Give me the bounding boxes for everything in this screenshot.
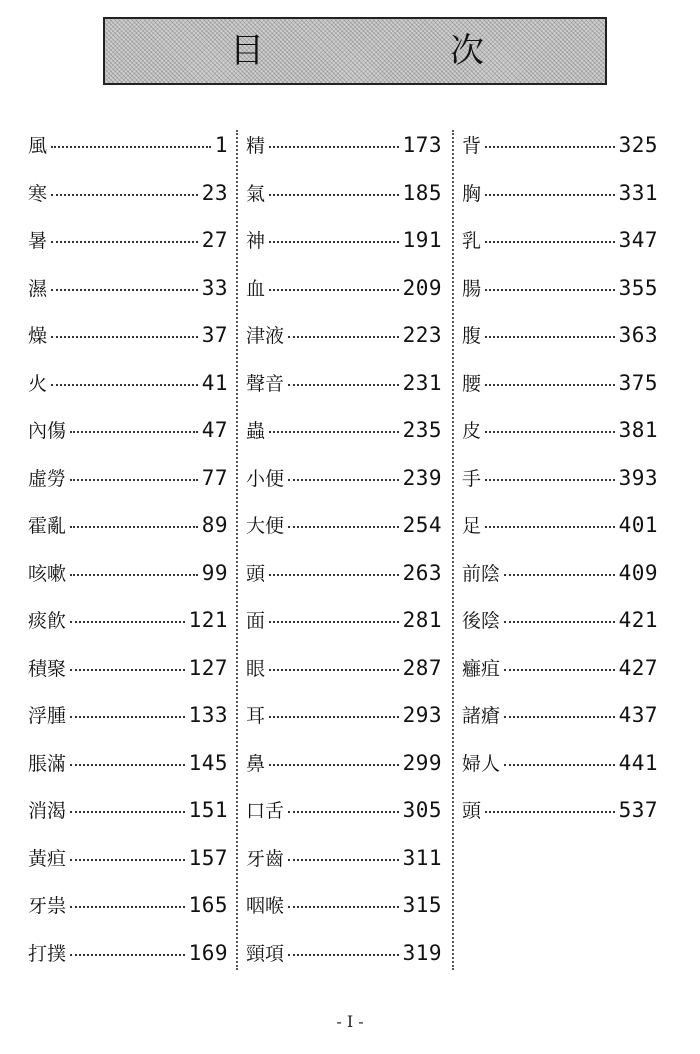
dot-leader — [485, 526, 615, 528]
dot-leader — [504, 764, 615, 766]
toc-entry-label: 腹 — [462, 325, 482, 347]
toc-entry[interactable] — [246, 695, 442, 743]
toc-entry-label: 牙祟 — [28, 895, 67, 917]
toc-entry-page-number: 281 — [402, 608, 442, 632]
toc-entry[interactable] — [28, 410, 228, 458]
toc-entry[interactable] — [462, 268, 658, 316]
toc-entry-page-number: 185 — [402, 180, 442, 205]
toc-entry-label: 消渴 — [28, 800, 67, 822]
toc-entry-label: 乳 — [462, 230, 482, 252]
toc-entry[interactable] — [28, 268, 228, 316]
toc-entry-label: 足 — [462, 515, 482, 537]
toc-entry-page-number: 157 — [188, 845, 228, 870]
dot-leader — [485, 146, 615, 148]
toc-entry[interactable] — [28, 648, 228, 696]
toc-entry-label: 小便 — [246, 467, 285, 490]
toc-entry-page-number: 437 — [618, 703, 658, 727]
dot-leader — [51, 194, 198, 196]
dot-leader — [288, 954, 399, 956]
toc-entry[interactable] — [28, 743, 228, 791]
toc-entry-page-number: 263 — [402, 560, 442, 585]
toc-entry-page-number: 325 — [618, 133, 658, 157]
dot-leader — [269, 764, 399, 766]
dot-leader — [288, 906, 399, 908]
toc-entry-page-number: 47 — [201, 418, 228, 442]
toc-entry-page-number: 299 — [402, 750, 442, 775]
dot-leader — [269, 621, 399, 623]
dot-leader — [70, 669, 185, 671]
toc-entry[interactable] — [246, 410, 442, 458]
toc-entry-page-number: 173 — [402, 133, 442, 157]
toc-entry-page-number: 421 — [618, 608, 658, 632]
dot-leader — [269, 431, 399, 433]
dot-leader — [269, 289, 399, 291]
toc-entry[interactable] — [246, 458, 442, 506]
toc-entry-label: 浮腫 — [28, 705, 67, 727]
toc-entry-page-number: 293 — [402, 703, 442, 727]
toc-entry-page-number: 401 — [618, 513, 658, 537]
toc-entry-label: 神 — [246, 230, 266, 252]
toc-entry-label: 腸 — [462, 277, 482, 300]
dot-leader — [70, 431, 198, 433]
dot-leader — [504, 716, 615, 718]
dot-leader — [70, 574, 198, 576]
toc-entry[interactable] — [462, 600, 658, 648]
toc-entry[interactable] — [28, 505, 228, 553]
toc-column-3 — [462, 125, 658, 838]
toc-entry[interactable] — [246, 553, 442, 601]
toc-entry[interactable] — [246, 315, 442, 363]
toc-entry-label: 背 — [462, 135, 482, 157]
toc-entry-label: 積聚 — [28, 657, 67, 680]
toc-entry-page-number: 145 — [188, 750, 228, 775]
toc-entry-label: 寒 — [28, 182, 48, 205]
dot-leader — [269, 716, 399, 718]
toc-entry-page-number: 165 — [188, 893, 228, 917]
toc-entry[interactable] — [462, 125, 658, 173]
toc-entry-page-number: 151 — [188, 798, 228, 822]
toc-entry-page-number: 121 — [188, 608, 228, 632]
toc-entry[interactable] — [28, 315, 228, 363]
dot-leader — [288, 479, 399, 481]
dot-leader — [485, 289, 615, 291]
dot-leader — [485, 384, 615, 386]
toc-entry-label: 霍亂 — [28, 515, 67, 537]
toc-entry[interactable] — [462, 790, 658, 838]
dot-leader — [269, 574, 399, 576]
dot-leader — [70, 811, 185, 813]
toc-entry-page-number: 191 — [402, 228, 442, 252]
toc-entry-page-number: 287 — [402, 655, 442, 680]
toc-entry-label: 頭 — [246, 562, 266, 585]
dot-leader — [485, 241, 615, 243]
dot-leader — [70, 621, 185, 623]
toc-entry-label: 脹滿 — [28, 752, 67, 775]
toc-entry-page-number: 311 — [402, 845, 442, 870]
toc-entry-label: 前陰 — [462, 562, 501, 585]
dot-leader — [288, 526, 399, 528]
dot-leader — [269, 669, 399, 671]
column-separator-1 — [236, 130, 238, 970]
toc-entry-page-number: 89 — [201, 513, 228, 537]
dot-leader — [504, 621, 615, 623]
dot-leader — [485, 194, 615, 196]
toc-entry[interactable] — [246, 838, 442, 886]
toc-entry-page-number: 231 — [402, 370, 442, 395]
toc-entry[interactable] — [246, 173, 442, 221]
toc-entry-label: 氣 — [246, 182, 266, 205]
toc-entry[interactable] — [246, 505, 442, 553]
dot-leader — [70, 954, 185, 956]
dot-leader — [269, 241, 399, 243]
toc-entry[interactable] — [246, 125, 442, 173]
dot-leader — [70, 526, 198, 528]
toc-entry[interactable] — [246, 648, 442, 696]
dot-leader — [70, 764, 185, 766]
toc-entry-label: 聲音 — [246, 372, 285, 395]
dot-leader — [70, 479, 198, 481]
toc-entry-label: 咽喉 — [246, 895, 285, 917]
toc-entry-label: 頭 — [462, 800, 482, 822]
dot-leader — [51, 336, 198, 338]
toc-entry-label: 胸 — [462, 182, 482, 205]
toc-entry-label: 大便 — [246, 515, 285, 537]
dot-leader — [485, 336, 615, 338]
toc-entry-label: 腰 — [462, 372, 482, 395]
toc-entry[interactable] — [246, 885, 442, 933]
toc-entry-page-number: 305 — [402, 798, 442, 822]
toc-entry[interactable] — [462, 363, 658, 411]
toc-entry-label: 鼻 — [246, 752, 266, 775]
toc-entry[interactable] — [462, 173, 658, 221]
toc-entry-page-number: 41 — [201, 370, 228, 395]
toc-entry-page-number: 223 — [402, 323, 442, 347]
toc-entry-label: 口舌 — [246, 800, 285, 822]
toc-entry-label: 皮 — [462, 420, 482, 442]
dot-leader — [70, 859, 185, 861]
toc-entry-page-number: 23 — [201, 180, 228, 205]
toc-entry-page-number: 375 — [618, 370, 658, 395]
toc-entry-page-number: 1 — [214, 133, 228, 157]
toc-entry-label: 諸瘡 — [462, 705, 501, 727]
dot-leader — [51, 241, 198, 243]
toc-entry[interactable] — [462, 695, 658, 743]
toc-entry[interactable] — [462, 315, 658, 363]
toc-column-2 — [246, 125, 442, 980]
toc-entry-page-number: 331 — [618, 180, 658, 205]
toc-entry-label: 耳 — [246, 705, 266, 727]
toc-entry[interactable] — [246, 363, 442, 411]
toc-entry-label: 火 — [28, 372, 48, 395]
toc-entry-label: 黃疸 — [28, 847, 67, 870]
dot-leader — [504, 669, 615, 671]
toc-entry[interactable] — [462, 553, 658, 601]
toc-entry-page-number: 441 — [618, 750, 658, 775]
toc-entry-page-number: 427 — [618, 655, 658, 680]
toc-entry-page-number: 254 — [402, 513, 442, 537]
toc-entry-label: 痰飮 — [28, 610, 67, 632]
toc-entry[interactable] — [462, 220, 658, 268]
toc-entry-page-number: 355 — [618, 275, 658, 300]
toc-entry[interactable] — [28, 363, 228, 411]
toc-entry-label: 打撲 — [28, 942, 67, 965]
toc-entry-label: 婦人 — [462, 752, 501, 775]
dot-leader — [485, 811, 615, 813]
toc-entry-label: 風 — [28, 135, 48, 157]
toc-entry-label: 暑 — [28, 230, 48, 252]
dot-leader — [269, 146, 399, 148]
toc-entry[interactable] — [246, 790, 442, 838]
toc-column-1 — [28, 125, 228, 980]
toc-entry-page-number: 235 — [402, 418, 442, 442]
toc-entry-label: 津液 — [246, 325, 285, 347]
toc-entry-label: 燥 — [28, 325, 48, 347]
toc-entry-page-number: 169 — [188, 940, 228, 965]
dot-leader — [485, 479, 615, 481]
toc-entry[interactable] — [28, 600, 228, 648]
toc-entry-page-number: 381 — [618, 418, 658, 442]
toc-entry-page-number: 409 — [618, 560, 658, 585]
dot-leader — [51, 146, 211, 148]
toc-entry[interactable] — [462, 458, 658, 506]
toc-entry-page-number: 33 — [201, 275, 228, 300]
toc-entry-page-number: 77 — [201, 465, 228, 490]
dot-leader — [70, 716, 185, 718]
toc-entry-label: 手 — [462, 467, 482, 490]
toc-entry-label: 面 — [246, 610, 266, 632]
toc-entry[interactable] — [28, 695, 228, 743]
toc-entry[interactable] — [246, 933, 442, 981]
toc-entry[interactable] — [28, 458, 228, 506]
toc-entry-page-number: 315 — [402, 893, 442, 917]
toc-entry-page-number: 27 — [201, 228, 228, 252]
dot-leader — [288, 859, 399, 861]
title-char-1: 目 — [230, 31, 264, 71]
toc-entry[interactable] — [28, 790, 228, 838]
toc-entry-label: 牙齒 — [246, 847, 285, 870]
page-number: - I - — [336, 1012, 364, 1031]
dot-leader — [70, 906, 185, 908]
toc-entry-page-number: 239 — [402, 465, 442, 490]
toc-entry[interactable] — [28, 838, 228, 886]
dot-leader — [504, 574, 615, 576]
column-separator-2 — [452, 130, 454, 970]
toc-entry-label: 精 — [246, 135, 266, 157]
toc-entry-page-number: 133 — [188, 703, 228, 727]
toc-entry[interactable] — [28, 125, 228, 173]
toc-entry-label: 咳嗽 — [28, 562, 67, 585]
toc-entry-page-number: 127 — [188, 655, 228, 680]
toc-entry[interactable] — [246, 743, 442, 791]
dot-leader — [288, 811, 399, 813]
toc-entry[interactable] — [246, 220, 442, 268]
toc-entry-page-number: 537 — [618, 798, 658, 822]
toc-entry-page-number: 363 — [618, 323, 658, 347]
toc-entry-page-number: 319 — [402, 940, 442, 965]
toc-entry-page-number: 37 — [201, 323, 228, 347]
toc-entry[interactable] — [462, 743, 658, 791]
toc-entry-page-number: 99 — [201, 560, 228, 585]
dot-leader — [288, 336, 399, 338]
dot-leader — [288, 384, 399, 386]
toc-entry[interactable] — [28, 220, 228, 268]
dot-leader — [51, 384, 198, 386]
toc-entry-label: 虛勞 — [28, 467, 67, 490]
toc-entry[interactable] — [246, 600, 442, 648]
toc-entry-label: 內傷 — [28, 420, 67, 442]
toc-entry-page-number: 347 — [618, 228, 658, 252]
toc-entry[interactable] — [28, 553, 228, 601]
contents-title-banner — [103, 17, 607, 85]
toc-entry-label: 後陰 — [462, 610, 501, 632]
toc-entry-label: 癰疽 — [462, 657, 501, 680]
toc-entry-label: 濕 — [28, 277, 48, 300]
toc-entry[interactable] — [28, 885, 228, 933]
toc-entry-label: 頸項 — [246, 942, 285, 965]
toc-entry-label: 血 — [246, 277, 266, 300]
toc-entry[interactable] — [462, 410, 658, 458]
toc-entry[interactable] — [462, 505, 658, 553]
toc-entry-page-number: 209 — [402, 275, 442, 300]
toc-entry-label: 蟲 — [246, 420, 266, 442]
toc-entry-page-number: 393 — [618, 465, 658, 490]
dot-leader — [51, 289, 198, 291]
dot-leader — [485, 431, 615, 433]
toc-entry[interactable] — [462, 648, 658, 696]
dot-leader — [269, 194, 399, 196]
toc-entry[interactable] — [28, 173, 228, 221]
toc-entry[interactable] — [246, 268, 442, 316]
toc-entry-label: 眼 — [246, 657, 266, 680]
toc-entry[interactable] — [28, 933, 228, 981]
title-char-2: 次 — [450, 31, 484, 71]
